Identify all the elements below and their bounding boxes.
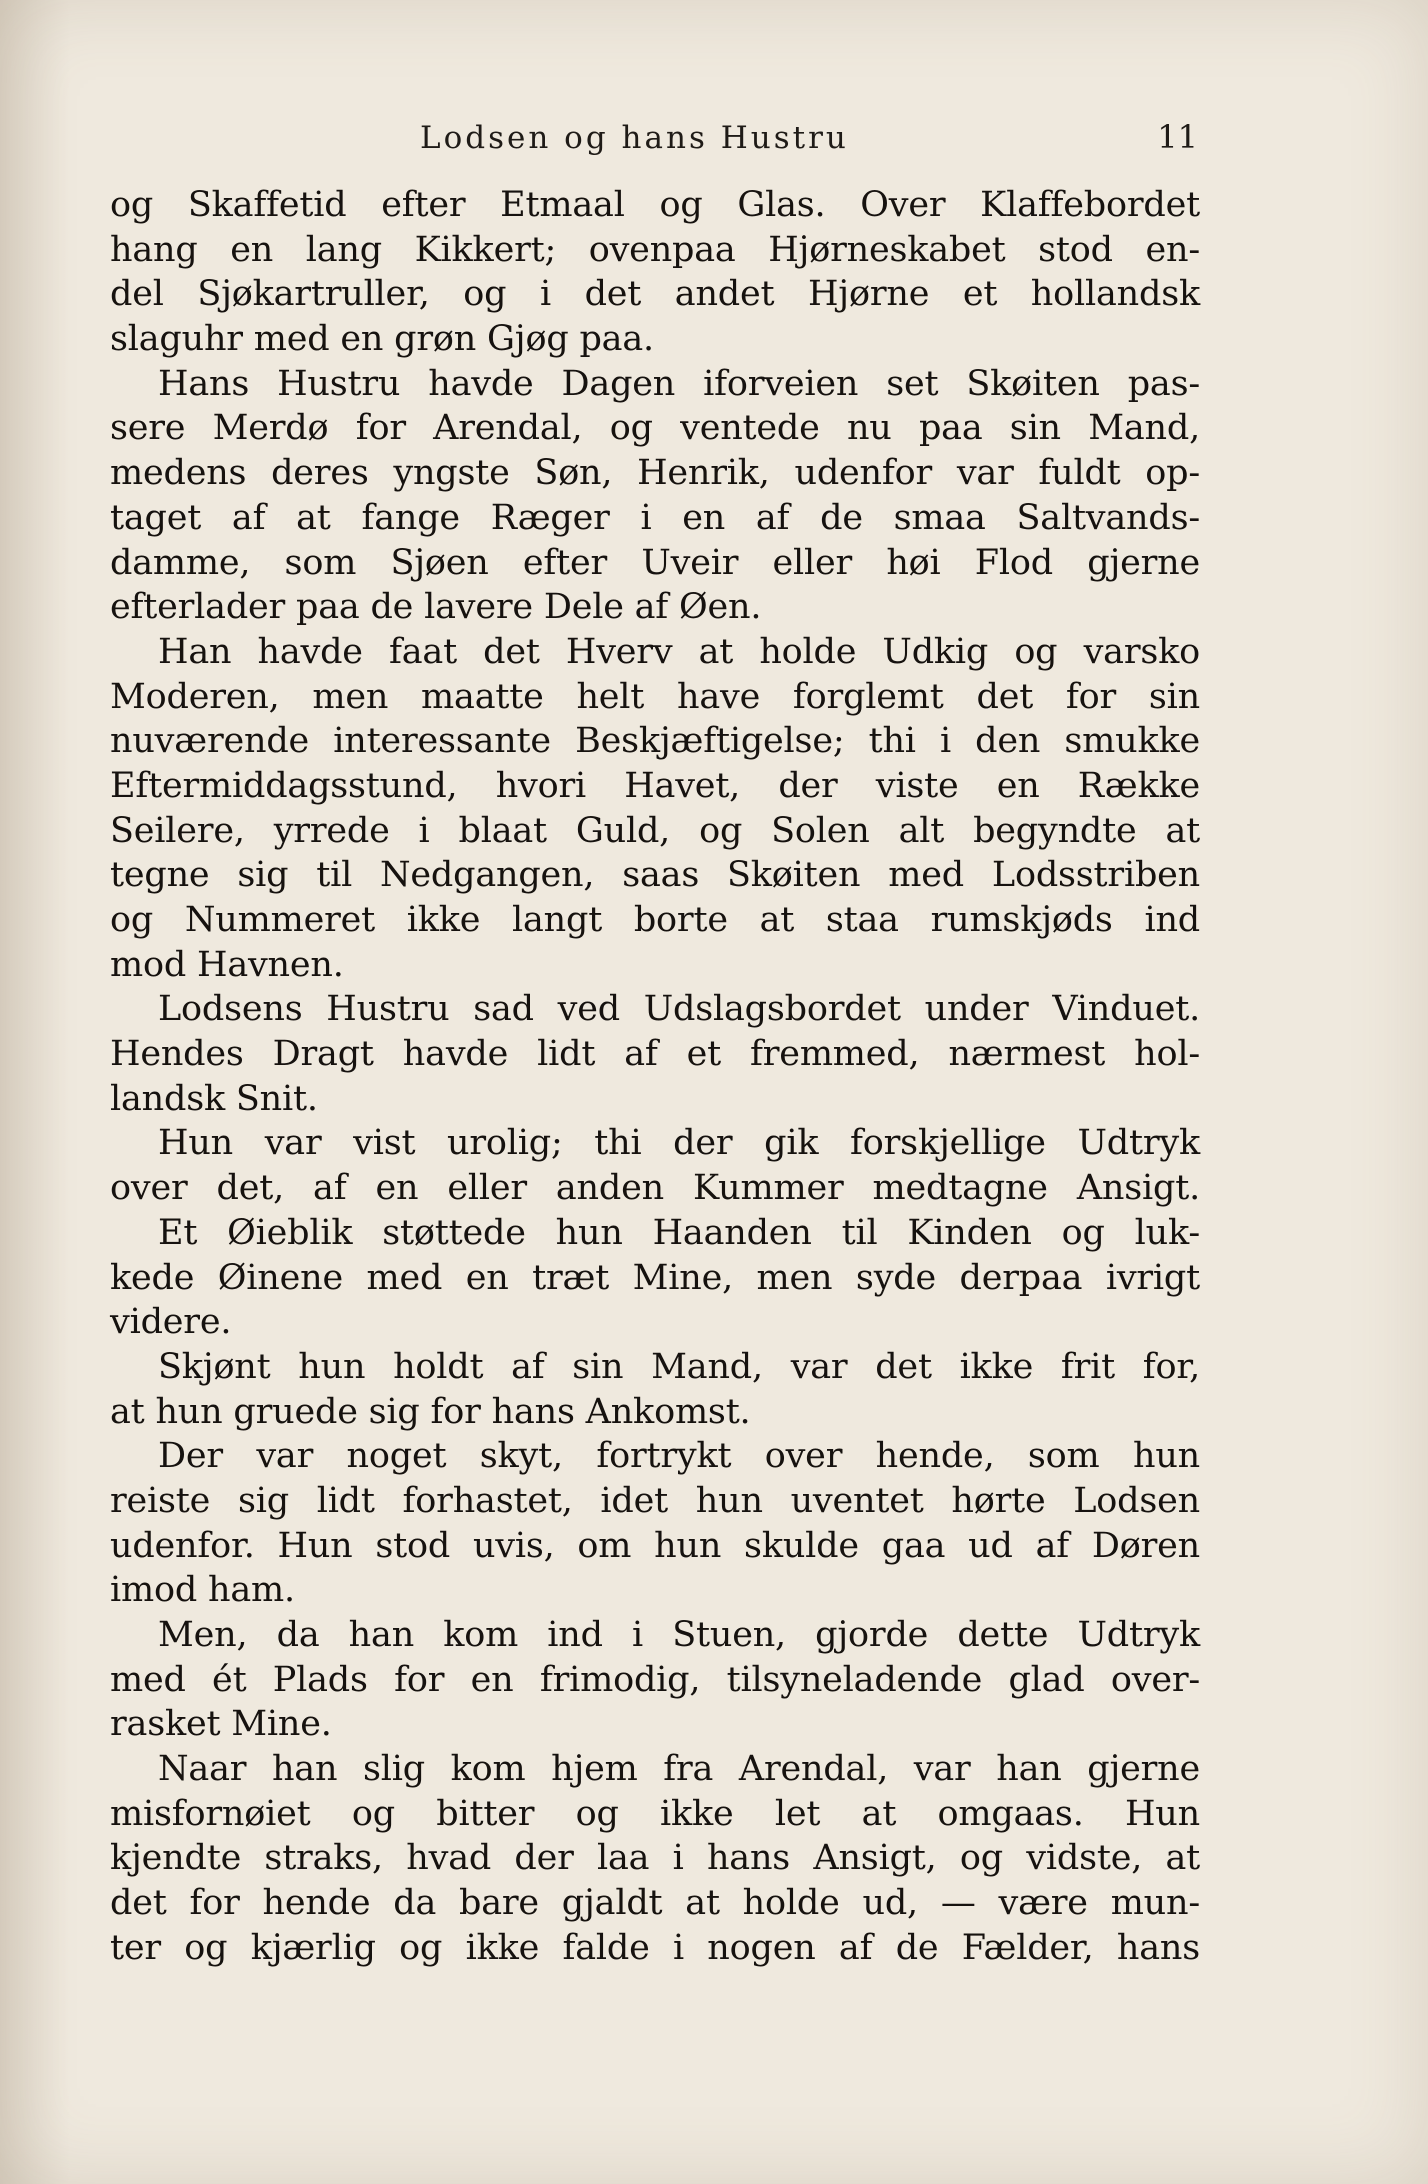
text-line: Seilere, yrrede i blaat Guld, og Solen alt begyndte at <box>110 810 1200 851</box>
text-line: Han havde faat det Hverv at holde Udkig og varsko <box>158 631 1200 672</box>
text-line: nuværende interessante Beskjæftigelse; thi i den smukke <box>110 721 1200 762</box>
text-line: Skjønt hun holdt af sin Mand, var det ikke frit for, <box>158 1346 1200 1387</box>
text-line: efterlader paa de lavere Dele af Øen. <box>110 587 762 628</box>
text-line: Hendes Dragt havde lidt af et fremmed, nærmest hol- <box>110 1034 1200 1075</box>
text-line: med ét Plads for en frimodig, tilsyneladende glad over- <box>110 1659 1200 1700</box>
text-line: landsk Snit. <box>110 1078 318 1119</box>
text-line: videre. <box>110 1302 232 1343</box>
text-line: over det, af en eller anden Kummer medtagne Ansigt. <box>110 1168 1200 1209</box>
text-line: kjendte straks, hvad der laa i hans Ansigt, og vidste, at <box>110 1838 1200 1879</box>
text-line: og Nummeret ikke langt borte at staa rumskjøds ind <box>110 900 1200 940</box>
text-line: medens deres yngste Søn, Henrik, udenfor var fuldt op- <box>110 453 1200 494</box>
text-line: taget af at fange Ræger i en af de smaa Saltvands- <box>110 497 1200 538</box>
text-line: imod ham. <box>110 1570 295 1611</box>
text-line: Et Øieblik støttede hun Haanden til Kinden og luk- <box>158 1212 1200 1253</box>
text-line: Hans Hustru havde Dagen iforveien set Skøiten pas- <box>158 363 1200 404</box>
text-line: tegne sig til Nedgangen, saas Skøiten med Lodsstriben <box>110 855 1200 896</box>
text-line: Hun var vist urolig; thi der gik forskjellige Udtryk <box>158 1123 1200 1164</box>
text-line: del Sjøkartruller, og i det andet Hjørne et hollandsk <box>110 274 1200 315</box>
text-line: Der var noget skyt, fortrykt over hende, som hun <box>158 1436 1200 1477</box>
text-line: Men, da han kom ind i Stuen, gjorde dette Udtryk <box>158 1615 1200 1655</box>
text-line: Moderen, men maatte helt have forglemt det for sin <box>110 676 1200 717</box>
text-line: ter og kjærlig og ikke falde i nogen af de Fælder, hans <box>110 1927 1200 1968</box>
text-line: misfornøiet og bitter og ikke let at omgaas. Hun <box>110 1793 1200 1834</box>
text-line: og Skaffetid efter Etmaal og Glas. Over Klaffebordet <box>110 185 1200 225</box>
text-line: rasket Mine. <box>110 1704 332 1745</box>
page-fold-shadow <box>0 0 70 2184</box>
text-line: sere Merdø for Arendal, og ventede nu paa sin Mand, <box>110 408 1200 449</box>
text-line: at hun gruede sig for hans Ankomst. <box>110 1391 751 1432</box>
text-line: hang en lang Kikkert; ovenpaa Hjørneskabet stod en- <box>110 229 1200 270</box>
text-line: damme, som Sjøen efter Uveir eller høi Flod gjerne <box>110 542 1200 583</box>
text-line: udenfor. Hun stod uvis, om hun skulde gaa ud af Døren <box>110 1525 1200 1566</box>
body-text <box>110 183 1200 1971</box>
text-line: Lodsens Hustru sad ved Udslagsbordet under Vinduet. <box>158 989 1200 1030</box>
text-line: reiste sig lidt forhastet, idet hun uventet hørte Lodsen <box>110 1480 1200 1521</box>
text-line: Naar han slig kom hjem fra Arendal, var han gjerne <box>158 1749 1200 1790</box>
text-line: det for hende da bare gjaldt at holde ud, — være mun- <box>110 1883 1200 1924</box>
text-line: Eftermiddagsstund, hvori Havet, der viste en Række <box>110 765 1200 806</box>
page-header <box>110 112 1200 162</box>
text-line: mod Havnen. <box>110 944 344 985</box>
text-line: kede Øinene med en træt Mine, men syde derpaa ivrigt <box>110 1257 1200 1298</box>
running-title: Lodsen og hans Hustru <box>420 120 849 156</box>
text-line: slaguhr med en grøn Gjøg paa. <box>110 319 654 360</box>
page-number: 11 <box>1157 118 1198 156</box>
